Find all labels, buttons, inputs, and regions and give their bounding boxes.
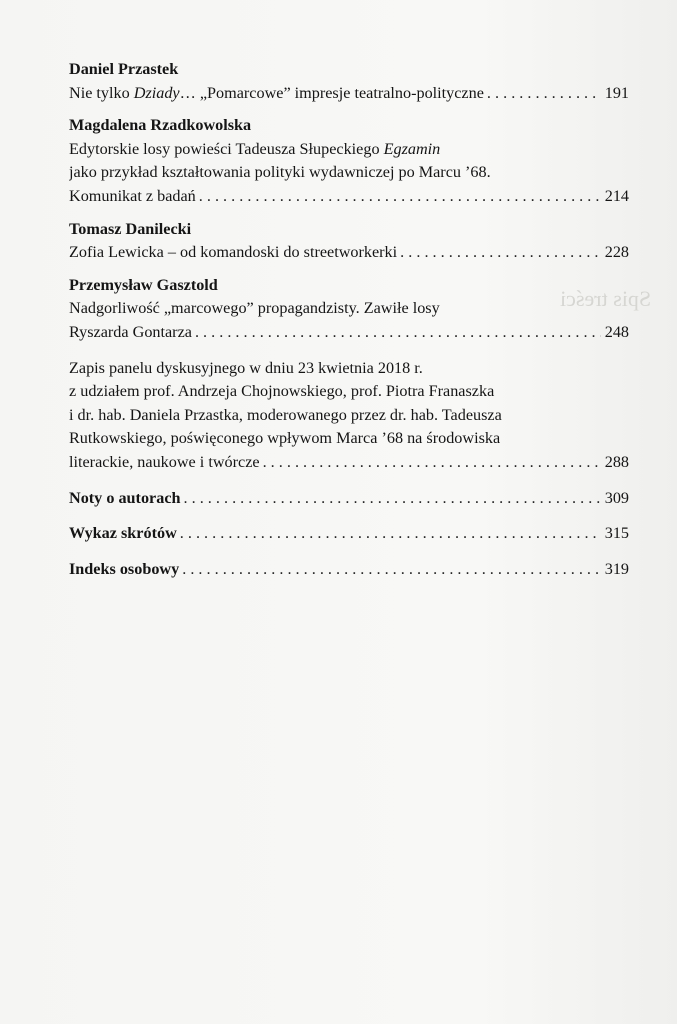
toc-title-line[interactable]: [69, 185, 629, 209]
toc-title-italic: Egzamin: [383, 139, 441, 158]
toc-title-line: jako przykład kształtowania polityki wydawniczej po Marcu ’68.: [69, 163, 491, 182]
toc-section-notes[interactable]: [69, 487, 629, 511]
toc-title-text: literackie, naukowe i twórcze: [69, 452, 260, 471]
toc-entry: [69, 114, 629, 208]
toc-entry: [69, 274, 629, 345]
toc-entry: [69, 58, 629, 105]
leader-dots: [199, 185, 601, 209]
toc-title-text: Komunikat z badań: [69, 186, 196, 205]
leader-dots: [263, 451, 601, 475]
leader-dots: [184, 487, 601, 511]
toc-section-title: Indeks osobowy: [69, 559, 180, 578]
toc-title-text: Zofia Lewicka – od komandoski do streetworkerki: [69, 243, 398, 262]
toc-section-index[interactable]: [69, 558, 629, 582]
toc-title-line[interactable]: [69, 321, 629, 345]
toc-title-line: Nadgorliwość „marcowego” propagandzisty. Zawiłe losy: [69, 299, 440, 318]
toc-title-text: Nie tylko: [69, 83, 134, 102]
toc-page-number: 288: [604, 452, 629, 471]
toc-title-line[interactable]: [69, 241, 629, 265]
toc-page-number: 228: [604, 243, 629, 262]
table-of-contents: [69, 58, 629, 581]
toc-page-number: 191: [604, 83, 629, 102]
toc-title-text: … „Pomarcowe” impresje teatralno-polityczne: [179, 83, 484, 102]
toc-section-title: Wykaz skrótów: [69, 524, 177, 543]
leader-dots: [182, 558, 601, 582]
toc-title-text: Edytorskie losy powieści Tadeusza Słupeckiego: [69, 139, 384, 158]
leader-dots: [487, 82, 601, 106]
toc-author: Magdalena Rzadkowolska: [69, 116, 252, 135]
show-through-title: Spis treści: [560, 286, 652, 311]
toc-author: Tomasz Danilecki: [69, 219, 192, 238]
toc-page-number: 214: [604, 186, 629, 205]
toc-title-italic: Dziady: [133, 83, 180, 102]
leader-dots: [195, 321, 601, 345]
toc-section-title: Noty o autorach: [69, 488, 181, 507]
toc-title-line: [69, 138, 629, 162]
toc-title-line: i dr. hab. Daniela Przastka, moderowanego przez dr. hab. Tadeusza: [69, 405, 502, 424]
toc-title-line: Rutkowskiego, poświęconego wpływom Marca ’68 na środowiska: [69, 429, 501, 448]
toc-page-number: 319: [604, 559, 629, 578]
toc-page-number: 248: [604, 322, 629, 341]
toc-section-abbreviations[interactable]: [69, 522, 629, 546]
leader-dots: [400, 241, 601, 265]
toc-entry-panel: [69, 357, 629, 475]
toc-title-line: z udziałem prof. Andrzeja Chojnowskiego, prof. Piotra Franaszka: [69, 382, 495, 401]
leader-dots: [180, 522, 601, 546]
toc-entry: [69, 218, 629, 265]
toc-page-number: 315: [604, 524, 629, 543]
toc-page-number: 309: [604, 488, 629, 507]
toc-title-line[interactable]: [69, 451, 629, 475]
toc-author: Daniel Przastek: [69, 60, 179, 78]
toc-title-line: Zapis panelu dyskusyjnego w dniu 23 kwietnia 2018 r.: [69, 358, 423, 377]
toc-title-text: Ryszarda Gontarza: [69, 322, 192, 341]
toc-title-line[interactable]: [69, 82, 629, 106]
toc-author: Przemysław Gasztold: [69, 275, 218, 294]
